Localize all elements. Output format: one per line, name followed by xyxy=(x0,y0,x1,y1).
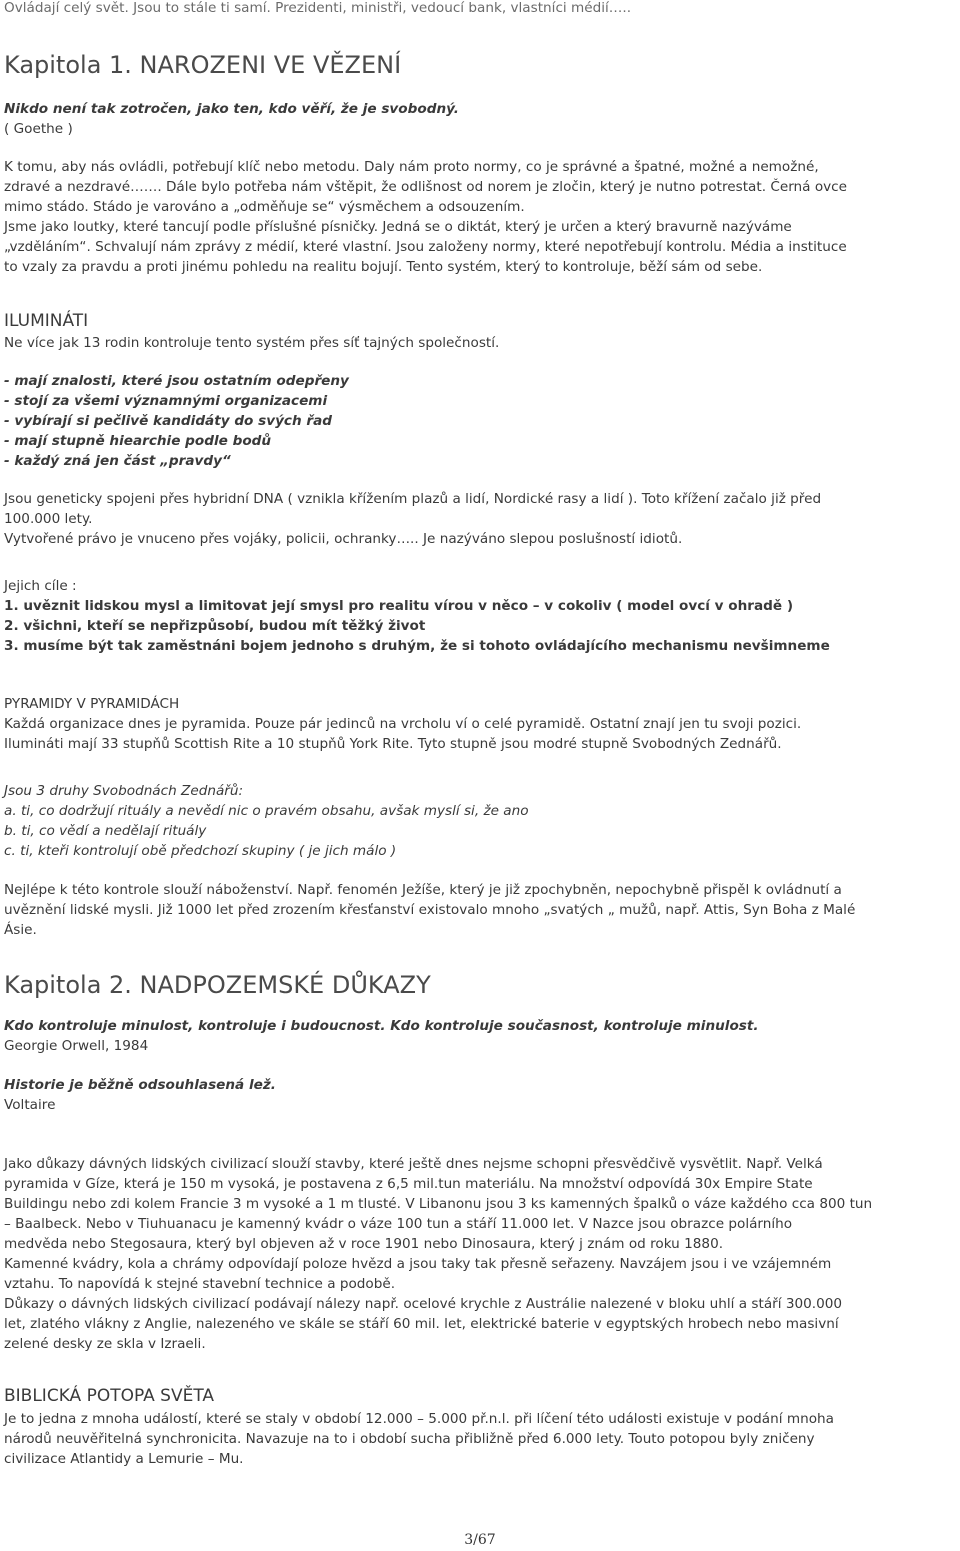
intro-line: Jsme jako loutky, které tancují podle příslušné písničky. Jedná se o diktát, který je určen a který bravurně nazýváme xyxy=(4,219,792,235)
evidence-line: pyramida v Gíze, která je 150 m vysoká, je postavena z 6,5 mil.tun materiálu. Na množství odpovídá 30x Empire State xyxy=(4,1176,813,1192)
illuminati-heading: ILUMINÁTI xyxy=(4,311,89,331)
chapter1-title: Kapitola 1. NAROZENI VE VĚZENÍ xyxy=(4,51,402,79)
evidence-line: vztahu. To napovídá k stejné stavební technice a podobě. xyxy=(4,1276,396,1292)
illuminati-list xyxy=(4,371,956,471)
religion-line: uvěznění lidské mysli. Již 1000 let před zrozením křesťanství existovalo mnoho „svatých „ mužů, např. Attis, Syn Boha z Malé xyxy=(4,902,856,918)
genetics-line: 100.000 lety. xyxy=(4,511,93,527)
pyramids-line: Ilumináti mají 33 stupňů Scottish Rite a 10 stupňů York Rite. Tyto stupně jsou modré stupně Svobodných Zednářů. xyxy=(4,736,782,752)
intro-line: to vzaly za pravdu a proti jinému pohledu na realitu bojují. Tento systém, který to kontroluje, běží sám od sebe. xyxy=(4,259,763,275)
religion-paragraph xyxy=(4,880,956,940)
pyramids-heading: PYRAMIDY V PYRAMIDÁCH xyxy=(4,696,180,712)
chapter1-quote-author: ( Goethe ) xyxy=(4,121,73,137)
evidence-line: Důkazy o dávných lidských civilizací podávají nálezy např. ocelové krychle z Austrálie nalezené v bloku uhlí a stáří 300.000 xyxy=(4,1296,843,1312)
flood-line: národů neuvěřitelná synchronicita. Navazuje na to i období sucha přibližně před 6.000 lety. Touto potopou byly zničeny xyxy=(4,1431,815,1447)
chapter1-quote: Nikdo není tak zotročen, jako ten, kdo věří, že je svobodný. xyxy=(4,101,459,117)
chapter2-author1: Georgie Orwell, 1984 xyxy=(4,1038,149,1054)
evidence-line: let, zlatého vlákny z Anglie, nalezeného ve skále se stáří 60 mil. let, elektrické baterie v egyptských hrobech nebo masivní xyxy=(4,1316,839,1332)
intro-paragraph xyxy=(4,157,956,277)
genetics-paragraph xyxy=(4,489,956,549)
goal-item: 2. všichni, kteří se nepřizpůsobí, budou mít těžký život xyxy=(4,618,426,634)
page-number: 3/67 xyxy=(464,1532,496,1548)
goal-item: 3. musíme být tak zaměstnáni bojem jednoho s druhým, že si tohoto ovládajícího mechanismu nevšimneme xyxy=(4,638,830,654)
flood-paragraph xyxy=(4,1409,956,1469)
flood-line: civilizace Atlantidy a Lemurie – Mu. xyxy=(4,1451,244,1467)
evidence-line: Buildingu nebo zdi kolem Francie 3 m vysoké a 1 m tlusté. V Libanonu jsou 3 ks kamenných špalků o váze každého cca 800 tun xyxy=(4,1196,873,1212)
intro-line: K tomu, aby nás ovládli, potřebují klíč nebo metodu. Daly nám proto normy, co je správné a špatné, možné a nemožné, xyxy=(4,159,819,175)
pyramids-line: Každá organizace dnes je pyramida. Pouze pár jedinců na vrcholu ví o celé pyramidě. Ostatní znají jen tu svoji pozici. xyxy=(4,716,802,732)
mason-types-label: Jsou 3 druhy Svobodnách Zednářů: xyxy=(4,783,244,799)
goals-list xyxy=(4,596,956,656)
chapter2-title: Kapitola 2. NADPOZEMSKÉ DŮKAZY xyxy=(4,971,431,999)
mason-type-item: a. ti, co dodržují rituály a nevědí nic o pravém obsahu, avšak myslí si, že ano xyxy=(4,803,529,819)
mason-types-list xyxy=(4,801,956,861)
evidence-line: – Baalbeck. Nebo v Tiuhuanacu je kamenný kvádr o váze 100 tun a stáří 11.000 let. V Nazce jsou obrazce polárního xyxy=(4,1216,793,1232)
top-line: Ovládají celý svět. Jsou to stále ti samí. Prezidenti, ministři, vedoucí bank, vlastníci médií….. xyxy=(4,0,632,16)
goal-item: 1. uvěznit lidskou mysl a limitovat její smysl pro realitu vírou v něco – v cokoliv ( model ovcí v ohradě ) xyxy=(4,598,794,614)
illuminati-text: Ne více jak 13 rodin kontroluje tento systém přes síť tajných společností. xyxy=(4,335,500,351)
religion-line: Nejlépe k této kontrole slouží náboženství. Např. fenomén Ježíše, který je již zpochybněn, nepochybně přispěl k ovládnutí a xyxy=(4,882,842,898)
intro-line: zdravé a nezdravé……. Dále bylo potřeba nám vštěpit, že odlišnost od norem je zločin, který je nutno potrestat. Černá ovce xyxy=(4,179,848,195)
evidence-line: medvěda nebo Stegosaura, který byl objeven až v roce 1901 nebo Dinosaura, který j znám od roku 1880. xyxy=(4,1236,724,1252)
evidence-line: zelené desky ze skla v Izraeli. xyxy=(4,1336,206,1352)
intro-line: mimo stádo. Stádo je varováno a „odměňuje se“ výsměchem a odsouzením. xyxy=(4,199,525,215)
flood-heading: BIBLICKÁ POTOPA SVĚTA xyxy=(4,1386,215,1406)
intro-line: „vzděláním“. Schvalují nám zprávy z médií, které vlastní. Jsou založeny normy, které nepotřebují kontrolu. Média a instituce xyxy=(4,239,847,255)
list-item: - mají stupně hiearchie podle bodů xyxy=(4,433,272,449)
chapter2-quote2: Historie je běžně odsouhlasená lež. xyxy=(4,1077,276,1093)
evidence-line: Jako důkazy dávných lidských civilizací slouží stavby, které ještě dnes nejsme schopni přesvědčivě vysvětlit. Např. Velká xyxy=(4,1156,823,1172)
flood-line: Je to jedna z mnoha událostí, které se staly v období 12.000 – 5.000 př.n.l. při líčení této události existuje v podání mnoha xyxy=(4,1411,834,1427)
evidence-line: Kamenné kvádry, kola a chrámy odpovídají poloze hvězd a jsou taky tak přesně seřazeny. Navzájem jsou i ve vzájemném xyxy=(4,1256,832,1272)
chapter2-author2: Voltaire xyxy=(4,1097,56,1113)
mason-type-item: b. ti, co vědí a nedělají rituály xyxy=(4,823,207,839)
list-item: - každý zná jen část „pravdy“ xyxy=(4,453,231,469)
genetics-line: Vytvořené právo je vnuceno přes vojáky, policii, ochranky….. Je nazýváno slepou poslušností idiotů. xyxy=(4,531,683,547)
evidence-paragraph xyxy=(4,1154,956,1354)
genetics-line: Jsou geneticky spojeni přes hybridní DNA ( vznikla křížením plazů a lidí, Nordické rasy a lidí ). Toto křížení začalo již před xyxy=(4,491,822,507)
religion-line: Ásie. xyxy=(4,922,37,938)
list-item: - stojí za všemi významnými organizacemi xyxy=(4,393,328,409)
goals-label: Jejich cíle : xyxy=(4,578,77,594)
list-item: - vybírají si pečlivě kandidáty do svých řad xyxy=(4,413,333,429)
list-item: - mají znalosti, které jsou ostatním odepřeny xyxy=(4,373,349,389)
mason-type-item: c. ti, kteři kontrolují obě předchozí skupiny ( je jich málo ) xyxy=(4,843,397,859)
chapter2-quote1: Kdo kontroluje minulost, kontroluje i budoucnost. Kdo kontroluje současnost, kontroluje minulost. xyxy=(4,1018,759,1034)
pyramids-paragraph xyxy=(4,714,956,754)
